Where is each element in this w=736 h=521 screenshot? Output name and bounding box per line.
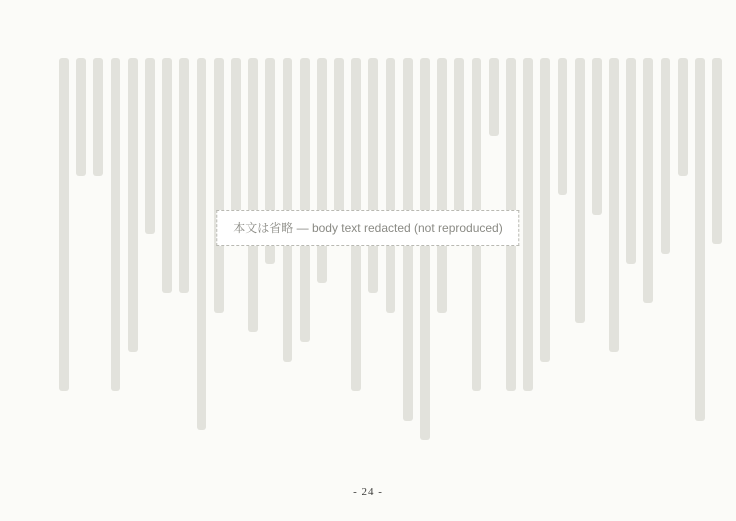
redacted-text-column bbox=[300, 58, 310, 342]
redacted-text-column bbox=[420, 58, 430, 440]
redacted-text-column bbox=[214, 58, 224, 313]
redacted-text-column bbox=[145, 58, 155, 234]
redacted-text-column bbox=[712, 58, 722, 244]
redacted-text-column bbox=[76, 58, 86, 176]
redacted-text-column bbox=[128, 58, 138, 352]
redacted-text-column bbox=[437, 58, 447, 313]
redacted-text-column bbox=[179, 58, 189, 293]
redacted-text-column bbox=[93, 58, 103, 176]
redacted-text-column bbox=[386, 58, 396, 313]
redacted-text-column bbox=[454, 58, 464, 225]
redacted-text-column bbox=[661, 58, 671, 254]
redacted-text-column bbox=[643, 58, 653, 303]
redacted-text-column bbox=[540, 58, 550, 362]
redacted-text-column bbox=[695, 58, 705, 421]
redacted-text-column bbox=[523, 58, 533, 391]
vertical-text-block bbox=[50, 58, 722, 452]
redacted-text-column bbox=[248, 58, 258, 332]
redacted-text-column bbox=[575, 58, 585, 323]
page-number: - 24 - bbox=[353, 486, 383, 498]
redacted-text-column bbox=[609, 58, 619, 352]
redacted-text-column bbox=[59, 58, 69, 391]
redacted-text-column bbox=[111, 58, 121, 391]
redacted-text-column bbox=[678, 58, 688, 176]
redacted-text-column bbox=[368, 58, 378, 293]
redacted-text-column bbox=[592, 58, 602, 215]
redacted-text-column bbox=[489, 58, 499, 136]
redacted-text-column bbox=[558, 58, 568, 195]
redacted-text-column bbox=[317, 58, 327, 283]
redaction-notice: 本文は省略 — body text redacted (not reproduced) bbox=[216, 210, 519, 246]
redacted-text-column bbox=[162, 58, 172, 293]
redacted-text-column bbox=[334, 58, 344, 225]
redacted-text-column bbox=[197, 58, 207, 430]
redacted-text-column bbox=[626, 58, 636, 264]
